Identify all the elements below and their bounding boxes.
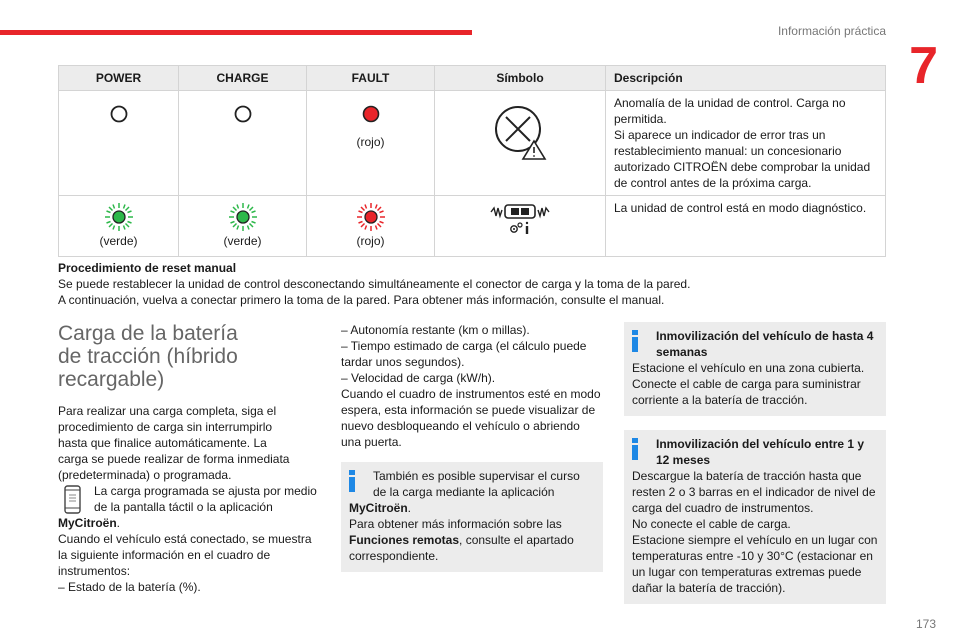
info-box: También es posible supervisar el curso de la carga mediante la aplicación MyCitroën. Para obtener más información sobre las Funciones remotas, consulte el apartado correspondiente. [341,462,603,572]
info-icon [632,330,638,352]
description-line: de control antes de la próxima carga. [614,176,812,190]
power-color-label: (verde) [99,234,138,248]
body-line: temperaturas entre -10 y 30°C (estacionar en [632,549,873,563]
col-header-fault: FAULT [307,66,435,91]
section-title: Información práctica [777,24,886,38]
smartphone-icon [58,485,86,515]
body-line: Para realizar una carga completa, siga el [58,404,277,418]
body-line: La carga programada se ajusta por medio [94,484,317,498]
body-line: procedimiento de carga sin interrumpirlo [58,420,273,434]
body-line: dañar la batería de tracción). [632,581,786,595]
col-header-charge: CHARGE [179,66,307,91]
fault-color-label: (rojo) [356,135,385,149]
left-column: Carga de la batería de tracción (híbrido recargable) Para realizar una carga completa, siga el procedimiento de carga sin interrumpirlo hasta que finalice automáticamente. La carga se puede realizar de forma inmediata (predeterminada) o programada. La carga programada se ajusta por medio de la pantalla táctil o la aplicación MyCitroën. Cuando el vehículo está conectado, se muestra la siguiente información en el cuadro de instrumentos: – Estado de la batería (%). [58,322,328,595]
diagnostic-mode-symbol-icon [489,202,551,238]
heading-line: Carga de la batería [58,322,238,345]
body-text: , consulte el apartado [459,533,574,547]
section-heading [58,322,328,391]
body-line: instrumentos: [58,564,131,578]
list-item: – Estado de la batería (%). [58,580,201,594]
note-line: A continuación, vuelva a conectar primero la toma de la pared. Para obtener más información, consulte el manual. [58,293,665,307]
list-item: – Autonomía restante (km o millas). [341,323,530,337]
list-item: – Velocidad de carga (kW/h). [341,371,496,385]
col-header-symbol: Símbolo [435,66,606,91]
body-line: Cuando el vehículo está conectado, se muestra [58,532,312,546]
middle-column [341,322,603,572]
body-line: Para obtener más información sobre las [349,517,562,531]
body-line: También es posible supervisar el curso [373,469,580,483]
body-line: de la pantalla táctil o la aplicación [94,500,273,514]
heading-line: recargable) [58,368,165,391]
description-line: restablecimiento manual: un concesionario [614,144,842,158]
description-line: La unidad de control está en modo diagnóstico. [614,201,867,215]
body-line: carga se puede realizar de forma inmediata [58,452,290,466]
description-line: Anomalía de la unidad de control. Carga no [614,96,846,110]
fault-color-label: (rojo) [356,234,385,248]
body-line: hasta que finalice automáticamente. La [58,436,267,450]
body-line: un lugar con temperaturas extremas puede [632,565,862,579]
description-line: permitida. [614,112,667,126]
body-line: Cuando el cuadro de instrumentos esté en modo [341,387,601,401]
box-title: Inmovilización del vehículo de hasta 4 [656,329,874,343]
led-status-table [58,65,886,257]
table-row [59,196,886,257]
box-title: Inmovilización del vehículo entre 1 y [656,437,865,451]
info-icon [349,470,355,492]
body-line: la siguiente información en el cuadro de [58,548,271,562]
body-line: de la carga mediante la aplicación [373,485,555,499]
remote-functions-ref: Funciones remotas [349,533,460,547]
chapter-number: 7 [909,37,938,95]
page-number: 173 [915,617,936,631]
info-icon [632,438,638,460]
info-box [624,322,886,416]
led-off-icon [110,105,128,123]
heading-line: de tracción (híbrido [58,345,238,368]
app-name: MyCitroën [58,516,117,530]
led-green-blinking-icon [228,202,258,232]
chapter-accent-bar [0,30,472,35]
list-item: – Tiempo estimado de carga (el cálculo puede [341,339,587,353]
table-row [59,91,886,196]
led-off-icon [234,105,252,123]
body-line: una puerta. [341,435,402,449]
app-note [58,483,328,515]
body-line: No conecte el cable de carga. [632,517,791,531]
description-line: Si aparece un indicador de error tras un [614,128,826,142]
body-line: Estacione siempre el vehículo en un lugar con [632,533,878,547]
body-line: Estacione el vehículo en una zona cubierta. [632,361,865,375]
fault-warning-symbol-icon [492,103,548,161]
body-line: correspondiente. [349,549,439,563]
table-header-row [59,66,886,91]
body-line: Conecte el cable de carga para suministrar [632,377,861,391]
box-title: semanas [656,345,708,359]
right-column [624,322,886,604]
note-title: Procedimiento de reset manual [58,261,237,275]
led-red-blinking-icon [356,202,386,232]
col-header-description: Descripción [606,66,886,91]
body-line: corriente a la batería de tracción. [632,393,808,407]
reset-procedure-note [58,260,888,308]
body-line: Descargue la batería de tracción hasta que [632,469,862,483]
charge-color-label: (verde) [223,234,262,248]
led-green-blinking-icon [104,202,134,232]
description-line: autorizado CITROËN debe comprobar la unidad [614,160,871,174]
led-red-icon [362,105,380,123]
info-box [624,430,886,604]
body-line: (predeterminada) o programada. [58,468,232,482]
col-header-power: POWER [59,66,179,91]
body-line: tardar unos segundos). [341,355,465,369]
body-line: carga del cuadro de instrumentos. [632,501,814,515]
box-title: 12 meses [656,453,711,467]
body-line: nuevo desbloqueando el vehículo o abriendo [341,419,580,433]
body-line: resten 2 o 3 barras en el indicador de nivel de [632,485,876,499]
note-line: Se puede restablecer la unidad de control desconectando simultáneamente el conector de carga y la toma de la pared. [58,277,691,291]
app-name: MyCitroën [349,501,408,515]
body-line: espera, esta información se puede visualizar de [341,403,596,417]
